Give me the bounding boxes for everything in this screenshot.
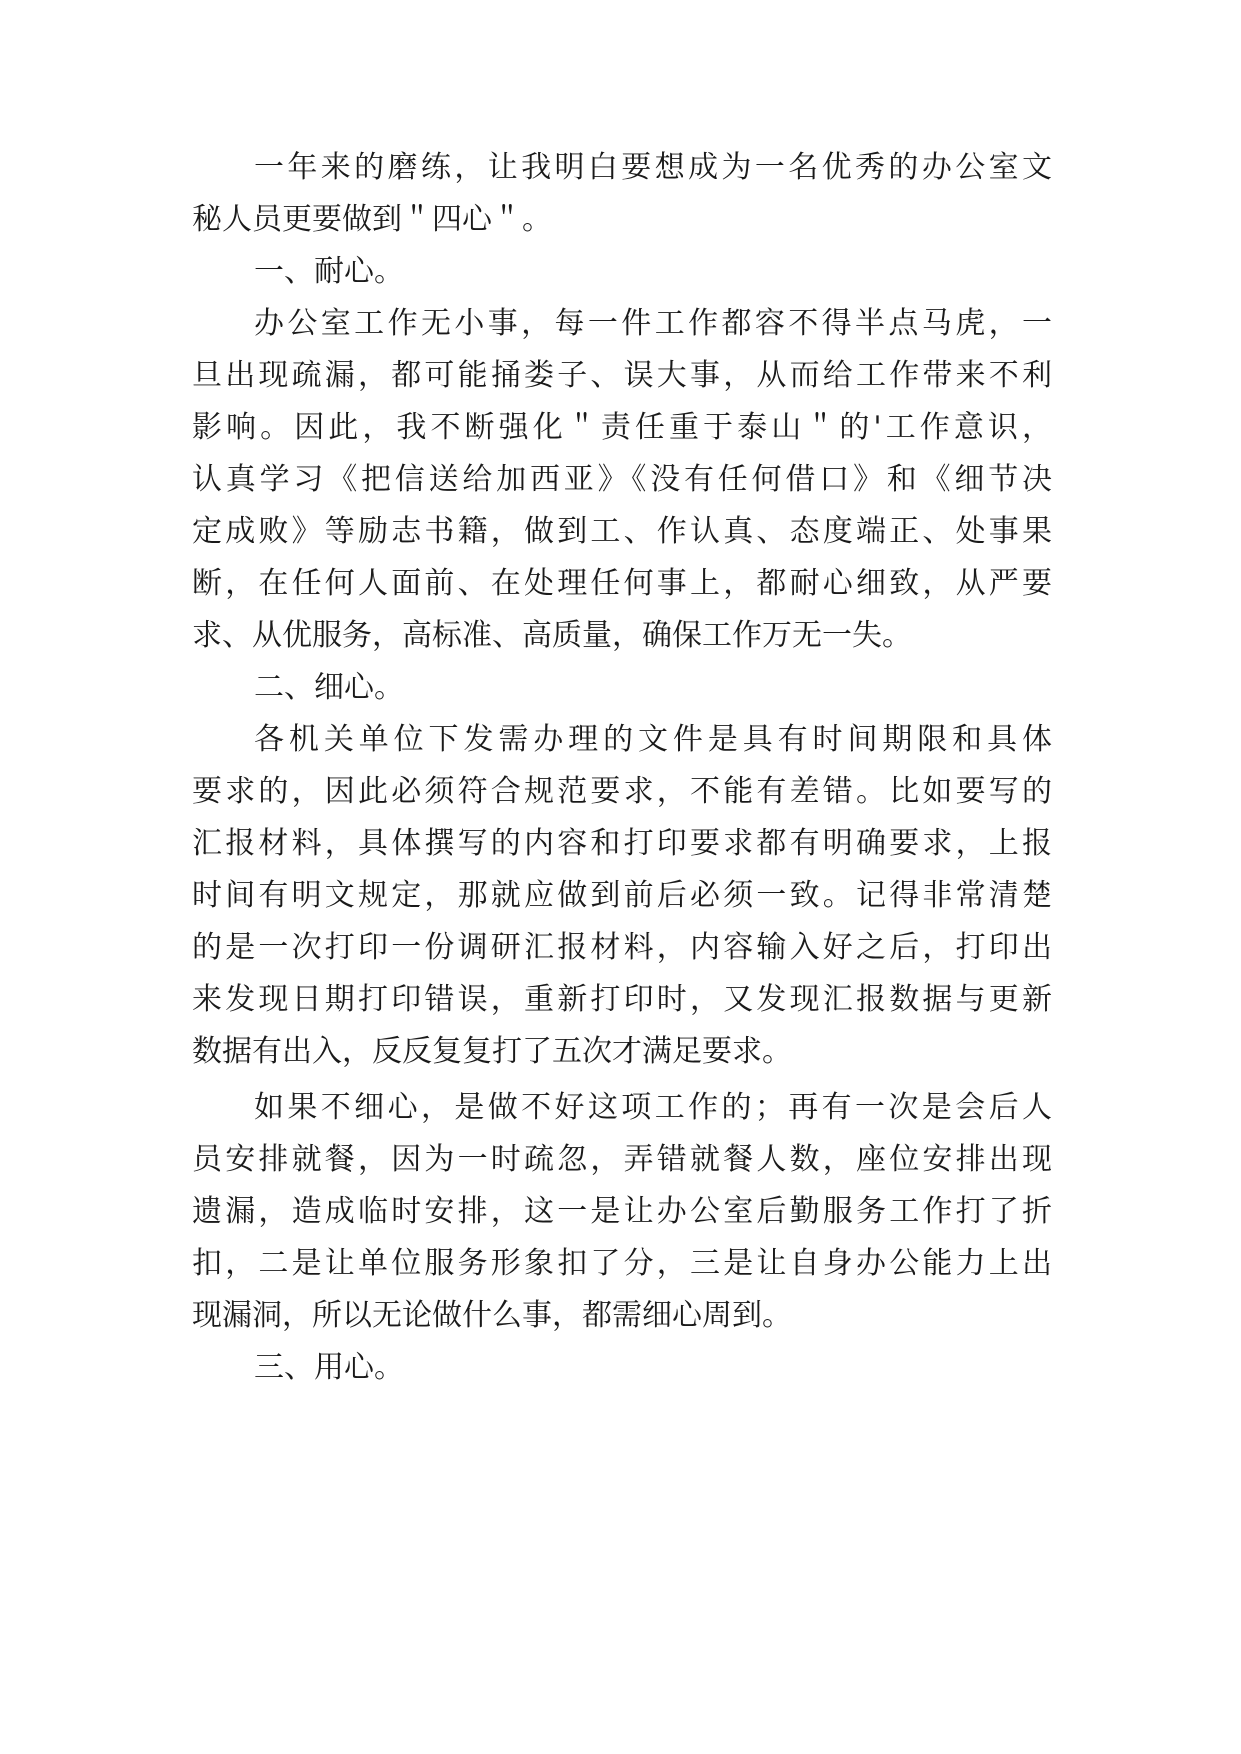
paragraph-line: 秘人员更要做到＂四心＂。 (192, 202, 552, 237)
paragraph-line: 的是一次打印一份调研汇报材料，内容输入好之后，打印出 (192, 930, 1052, 965)
paragraph-line: 定成败》等励志书籍，做到工、作认真、态度端正、处事果 (192, 514, 1052, 549)
paragraph-line: 汇报材料，具体撰写的内容和打印要求都有明确要求，上报 (192, 826, 1052, 861)
paragraph-line: 办公室工作无小事，每一件工作都容不得半点马虎，一 (254, 306, 1052, 341)
section-heading-carefulness: 二、细心。 (254, 670, 404, 705)
paragraph-line: 求、从优服务，高标准、高质量，确保工作万无一失。 (192, 618, 912, 653)
paragraph-line: 来发现日期打印错误，重新打印时，又发现汇报数据与更新 (192, 982, 1052, 1017)
paragraph-line: 时间有明文规定，那就应做到前后必须一致。记得非常清楚 (192, 878, 1052, 913)
paragraph-line: 要求的，因此必须符合规范要求，不能有差错。比如要写的 (192, 774, 1052, 809)
paragraph-line: 影响。因此，我不断强化＂责任重于泰山＂的'工作意识， (192, 410, 1052, 445)
paragraph-line: 扣，二是让单位服务形象扣了分，三是让自身办公能力上出 (192, 1246, 1052, 1281)
paragraph-line: 一年来的磨练，让我明白要想成为一名优秀的办公室文 (254, 150, 1052, 185)
paragraph-line: 断，在任何人面前、在处理任何事上，都耐心细致，从严要 (192, 566, 1052, 601)
paragraph-line: 遗漏，造成临时安排，这一是让办公室后勤服务工作打了折 (192, 1194, 1052, 1229)
section-heading-dedication: 三、用心。 (254, 1350, 404, 1385)
paragraph-line: 数据有出入，反反复复打了五次才满足要求。 (192, 1034, 792, 1069)
paragraph-line: 各机关单位下发需办理的文件是具有时间期限和具体 (254, 722, 1052, 757)
paragraph-line: 旦出现疏漏，都可能捅娄子、误大事，从而给工作带来不利 (192, 358, 1052, 393)
paragraph-line: 现漏洞，所以无论做什么事，都需细心周到。 (192, 1298, 792, 1333)
section-heading-patience: 一、耐心。 (254, 254, 404, 289)
paragraph-line: 认真学习《把信送给加西亚》《没有任何借口》和《细节决 (192, 462, 1052, 497)
paragraph-line: 员安排就餐，因为一时疏忽，弄错就餐人数，座位安排出现 (192, 1142, 1052, 1177)
paragraph-line: 如果不细心，是做不好这项工作的；再有一次是会后人 (254, 1090, 1052, 1125)
